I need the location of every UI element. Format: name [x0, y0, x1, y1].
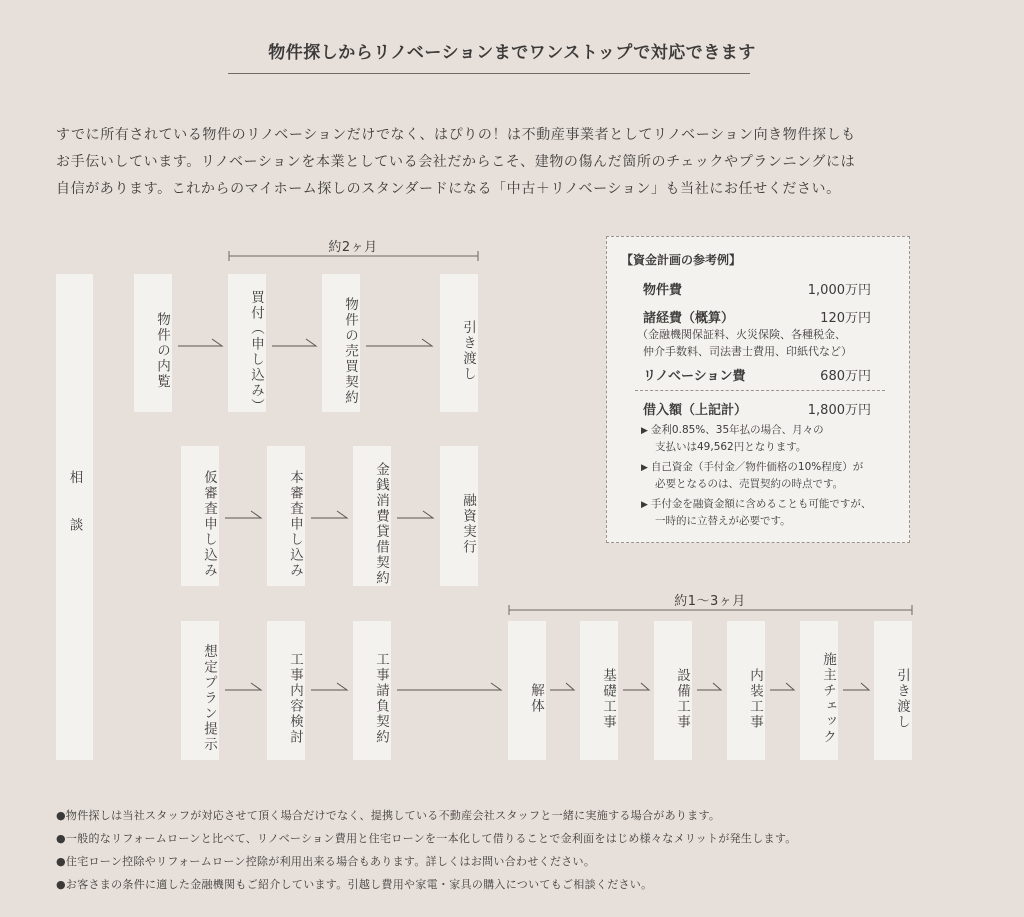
finance-label: 借入額（上記計）: [643, 403, 748, 418]
footnote-item: ●物件探しは当社スタッフが対応させて頂く場合だけでなく、提携している不動産会社スタッフと一緒に実施する場合があります。: [56, 809, 721, 822]
flow-box-main-screening: [267, 446, 305, 586]
flow-arrow-icon: [272, 336, 318, 348]
flow-box-label: 解体: [528, 683, 544, 714]
flow-box-label: 内装工事: [747, 667, 763, 730]
flow-box-loan-execution: [440, 446, 478, 586]
flow-arrow-icon: [366, 336, 434, 348]
footnote-item: ●お客さまの条件に適した金融機関もご紹介しています。引越し費用や家電・家具の購入についてもご相談ください。: [56, 878, 653, 891]
page-title: 物件探しからリノベーションまでワンストップで対応できます: [268, 43, 756, 63]
flow-box-label: 工事内容検討: [287, 652, 303, 745]
title-underline: [228, 73, 750, 74]
flow-box-label: 引き渡し: [460, 320, 476, 382]
triangle-bullet-icon: ▶: [641, 463, 648, 473]
finance-divider: [635, 390, 885, 391]
flow-box-foundation: [580, 621, 618, 760]
flow-box-label: 金銭消費貸借契約: [373, 462, 389, 586]
finance-heading: 【資金計画の参考例】: [621, 253, 742, 267]
finance-label: リノベーション費: [643, 369, 746, 384]
flow-box-consult: [56, 274, 93, 760]
flow-box-final-handover: [874, 621, 912, 760]
flow-arrow-icon: [225, 508, 263, 520]
flow-box-work-review: [267, 621, 305, 760]
flow-box-label: 融資実行: [460, 493, 476, 555]
finance-label: 諸経費（概算）: [643, 311, 735, 326]
flow-arrow-icon: [843, 680, 871, 692]
flow-box-viewing: [134, 274, 172, 412]
flow-arrow-icon: [770, 680, 796, 692]
finance-note: ▶ 自己資金（手付金／物件価格の10%程度）が 必要となるのは、売買契約の時点です。: [641, 461, 864, 490]
finance-row-loan: [643, 399, 871, 418]
flow-arrow-icon: [225, 680, 263, 692]
span-bracket-2months: [228, 250, 480, 262]
finance-misc-note: （金融機関保証料、火災保険、各種税金、: [637, 328, 846, 341]
flow-box-owner-check: [800, 621, 838, 760]
flow-arrow-icon: [311, 680, 349, 692]
flow-box-label: 買付（申し込み）: [248, 290, 264, 414]
flow-box-label: 相談: [66, 469, 83, 565]
flow-box-label: 仮審査申し込み: [201, 469, 217, 579]
flow-box-label: 基礎工事: [600, 667, 616, 730]
finance-misc-note: 仲介手数料、司法書士費用、印紙代など）: [643, 345, 852, 358]
finance-value: 1,000万円: [807, 283, 871, 298]
intro-text: [56, 122, 976, 203]
flow-arrow-icon: [397, 680, 503, 692]
flow-box-label: 物件の内覧: [154, 312, 170, 390]
flow-box-interior: [727, 621, 765, 760]
finance-note: ▶ 金利0.85%、35年払の場合、月々の 支払いは49,562円となります。: [641, 424, 824, 453]
finance-row-property: [643, 279, 871, 298]
flow-box-pre-screening: [181, 446, 219, 586]
intro-line: すでに所有されている物件のリノベーションだけでなく、はぴりの！は不動産事業者としてリノベーション向き物件探しも: [56, 127, 856, 143]
flow-box-label: 本審査申し込み: [287, 469, 303, 579]
finance-value: 680万円: [820, 369, 871, 384]
triangle-bullet-icon: ▶: [641, 426, 648, 436]
flow-arrow-icon: [397, 508, 435, 520]
footnote-item: ●住宅ローン控除やリフォームローン控除が利用出来る場合もあります。詳しくはお問い合わせください。: [56, 855, 596, 868]
finance-note: ▶ 手付金を融資金額に含めることも可能ですが、 一時的に立替えが必要です。: [641, 498, 872, 527]
flow-box-purchase-offer: [228, 274, 266, 412]
flow-box-label: 物件の売買契約: [342, 296, 358, 406]
intro-line: 自信があります。これからのマイホーム探しのスタンダードになる「中古＋リノベーション」も当社にお任せください。: [56, 181, 841, 197]
footnotes: [56, 804, 797, 896]
span-label-1-3months: 約1～3ヶ月: [674, 594, 746, 609]
flow-box-label: 引き渡し: [894, 667, 910, 730]
finance-label: 物件費: [643, 283, 683, 298]
finance-plan-box: [606, 236, 910, 543]
flow-arrow-icon: [178, 336, 224, 348]
flow-box-handover: [440, 274, 478, 412]
flow-box-loan-contract: [353, 446, 391, 586]
flow-arrow-icon: [311, 508, 349, 520]
intro-line: お手伝いしています。リノベーションを本業としている会社だからこそ、建物の傷んだ箇所のチェックやプランニングには: [56, 154, 856, 170]
finance-row-misc: [643, 307, 871, 326]
flow-arrow-icon: [623, 680, 651, 692]
flow-box-plan-proposal: [181, 621, 219, 760]
span-label-2months: 約2ヶ月: [328, 240, 378, 255]
triangle-bullet-icon: ▶: [641, 500, 648, 510]
flow-box-demolition: [508, 621, 546, 760]
flow-box-equipment: [654, 621, 692, 760]
finance-row-renovation: [643, 365, 871, 384]
span-bracket-1-3months: [508, 604, 914, 616]
flow-box-sales-contract: [322, 274, 360, 412]
flow-arrow-icon: [697, 680, 723, 692]
finance-value: 1,800万円: [807, 403, 871, 418]
flow-box-label: 想定プラン提示: [201, 644, 217, 753]
flow-box-construction-contract: [353, 621, 391, 760]
flow-arrow-icon: [550, 680, 576, 692]
flow-box-label: 設備工事: [674, 667, 690, 730]
flow-box-label: 施主チェック: [820, 652, 836, 745]
footnote-item: ●一般的なリフォームローンと比べて、リノベーション費用と住宅ローンを一本化して借りることで金利面をはじめ様々なメリットが発生します。: [56, 832, 797, 845]
finance-value: 120万円: [820, 311, 871, 326]
flow-box-label: 工事請負契約: [373, 652, 389, 745]
